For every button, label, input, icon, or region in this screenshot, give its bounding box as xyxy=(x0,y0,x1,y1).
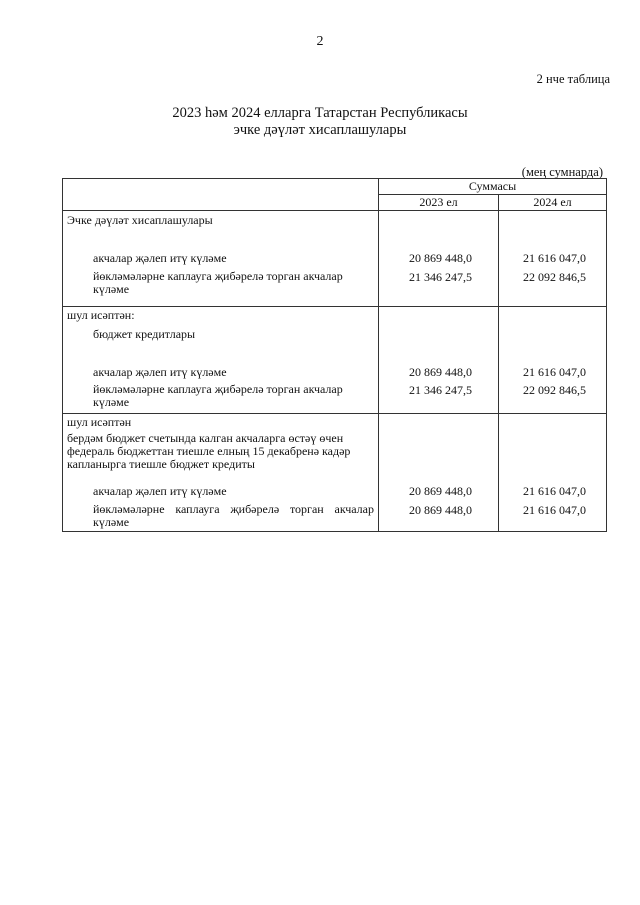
table-row xyxy=(63,365,607,383)
table-row xyxy=(63,251,607,270)
table-row xyxy=(63,484,607,503)
table-row xyxy=(63,307,607,328)
table-row xyxy=(63,432,607,484)
empty-cell xyxy=(379,307,499,328)
budget-table xyxy=(62,178,607,532)
empty-cell xyxy=(499,414,607,433)
table-row xyxy=(63,211,607,252)
header-2024: 2024 ел xyxy=(499,195,607,211)
heading-line-2: эчке дәүләт хисаплашулары xyxy=(233,122,407,138)
table-row xyxy=(63,414,607,433)
header-blank-cell xyxy=(63,179,379,211)
row-label: йөкләмәләрне каплауга җибәрелә торган акчалар күләме xyxy=(63,383,379,414)
row-value-2023: 20 869 448,0 xyxy=(379,484,499,503)
document-heading xyxy=(0,105,640,139)
units-note: (мең сумнарда) xyxy=(521,165,603,179)
including-label: шул исәптән xyxy=(63,414,379,433)
row-value-2024: 22 092 846,5 xyxy=(499,270,607,307)
row-value-2023: 21 346 247,5 xyxy=(379,270,499,307)
header-sum: Суммасы xyxy=(379,179,607,195)
row-label: акчалар җәлеп итү күләме xyxy=(63,251,379,270)
row-value-2024: 21 616 047,0 xyxy=(499,365,607,383)
table-row xyxy=(63,270,607,307)
empty-cell xyxy=(379,211,499,252)
row-value-2024: 21 616 047,0 xyxy=(499,503,607,532)
row-label: акчалар җәлеп итү күләме xyxy=(63,484,379,503)
row-label: акчалар җәлеп итү күләме xyxy=(63,365,379,383)
empty-cell xyxy=(499,432,607,484)
section-title: Эчке дәүләт хисаплашулары xyxy=(63,211,379,252)
federal-credit-description: бердәм бюджет счетында калган акчаларга өстәү өчен федераль бюджеттан тиешле елның 15 декабренә кадәр капланырга тиешле бюджет кредиты xyxy=(63,432,379,484)
row-label: йөкләмәләрне каплауга җибәрелә торган акчалар күләме xyxy=(63,503,379,532)
row-value-2023: 20 869 448,0 xyxy=(379,503,499,532)
empty-cell xyxy=(499,307,607,328)
empty-cell xyxy=(379,327,499,365)
header-2023: 2023 ел xyxy=(379,195,499,211)
table-caption: 2 нче таблица xyxy=(536,72,610,86)
row-value-2023: 20 869 448,0 xyxy=(379,365,499,383)
row-label: йөкләмәләрне каплауга җибәрелә торган акчалар күләме xyxy=(63,270,379,307)
row-value-2023: 21 346 247,5 xyxy=(379,383,499,414)
page-number: 2 xyxy=(316,34,324,49)
row-value-2023: 20 869 448,0 xyxy=(379,251,499,270)
heading-line-1: 2023 һәм 2024 елларга Татарстан Республикасы xyxy=(172,105,468,121)
empty-cell xyxy=(499,327,607,365)
empty-cell xyxy=(499,211,607,252)
row-value-2024: 21 616 047,0 xyxy=(499,251,607,270)
row-value-2024: 22 092 846,5 xyxy=(499,383,607,414)
empty-cell xyxy=(379,432,499,484)
table-row xyxy=(63,383,607,414)
table-row xyxy=(63,327,607,365)
empty-cell xyxy=(379,414,499,433)
table-header-row xyxy=(63,179,607,195)
including-label: шул исәптән: xyxy=(63,307,379,328)
row-value-2024: 21 616 047,0 xyxy=(499,484,607,503)
subsection-title: бюджет кредитлары xyxy=(63,327,379,365)
table-row xyxy=(63,503,607,532)
